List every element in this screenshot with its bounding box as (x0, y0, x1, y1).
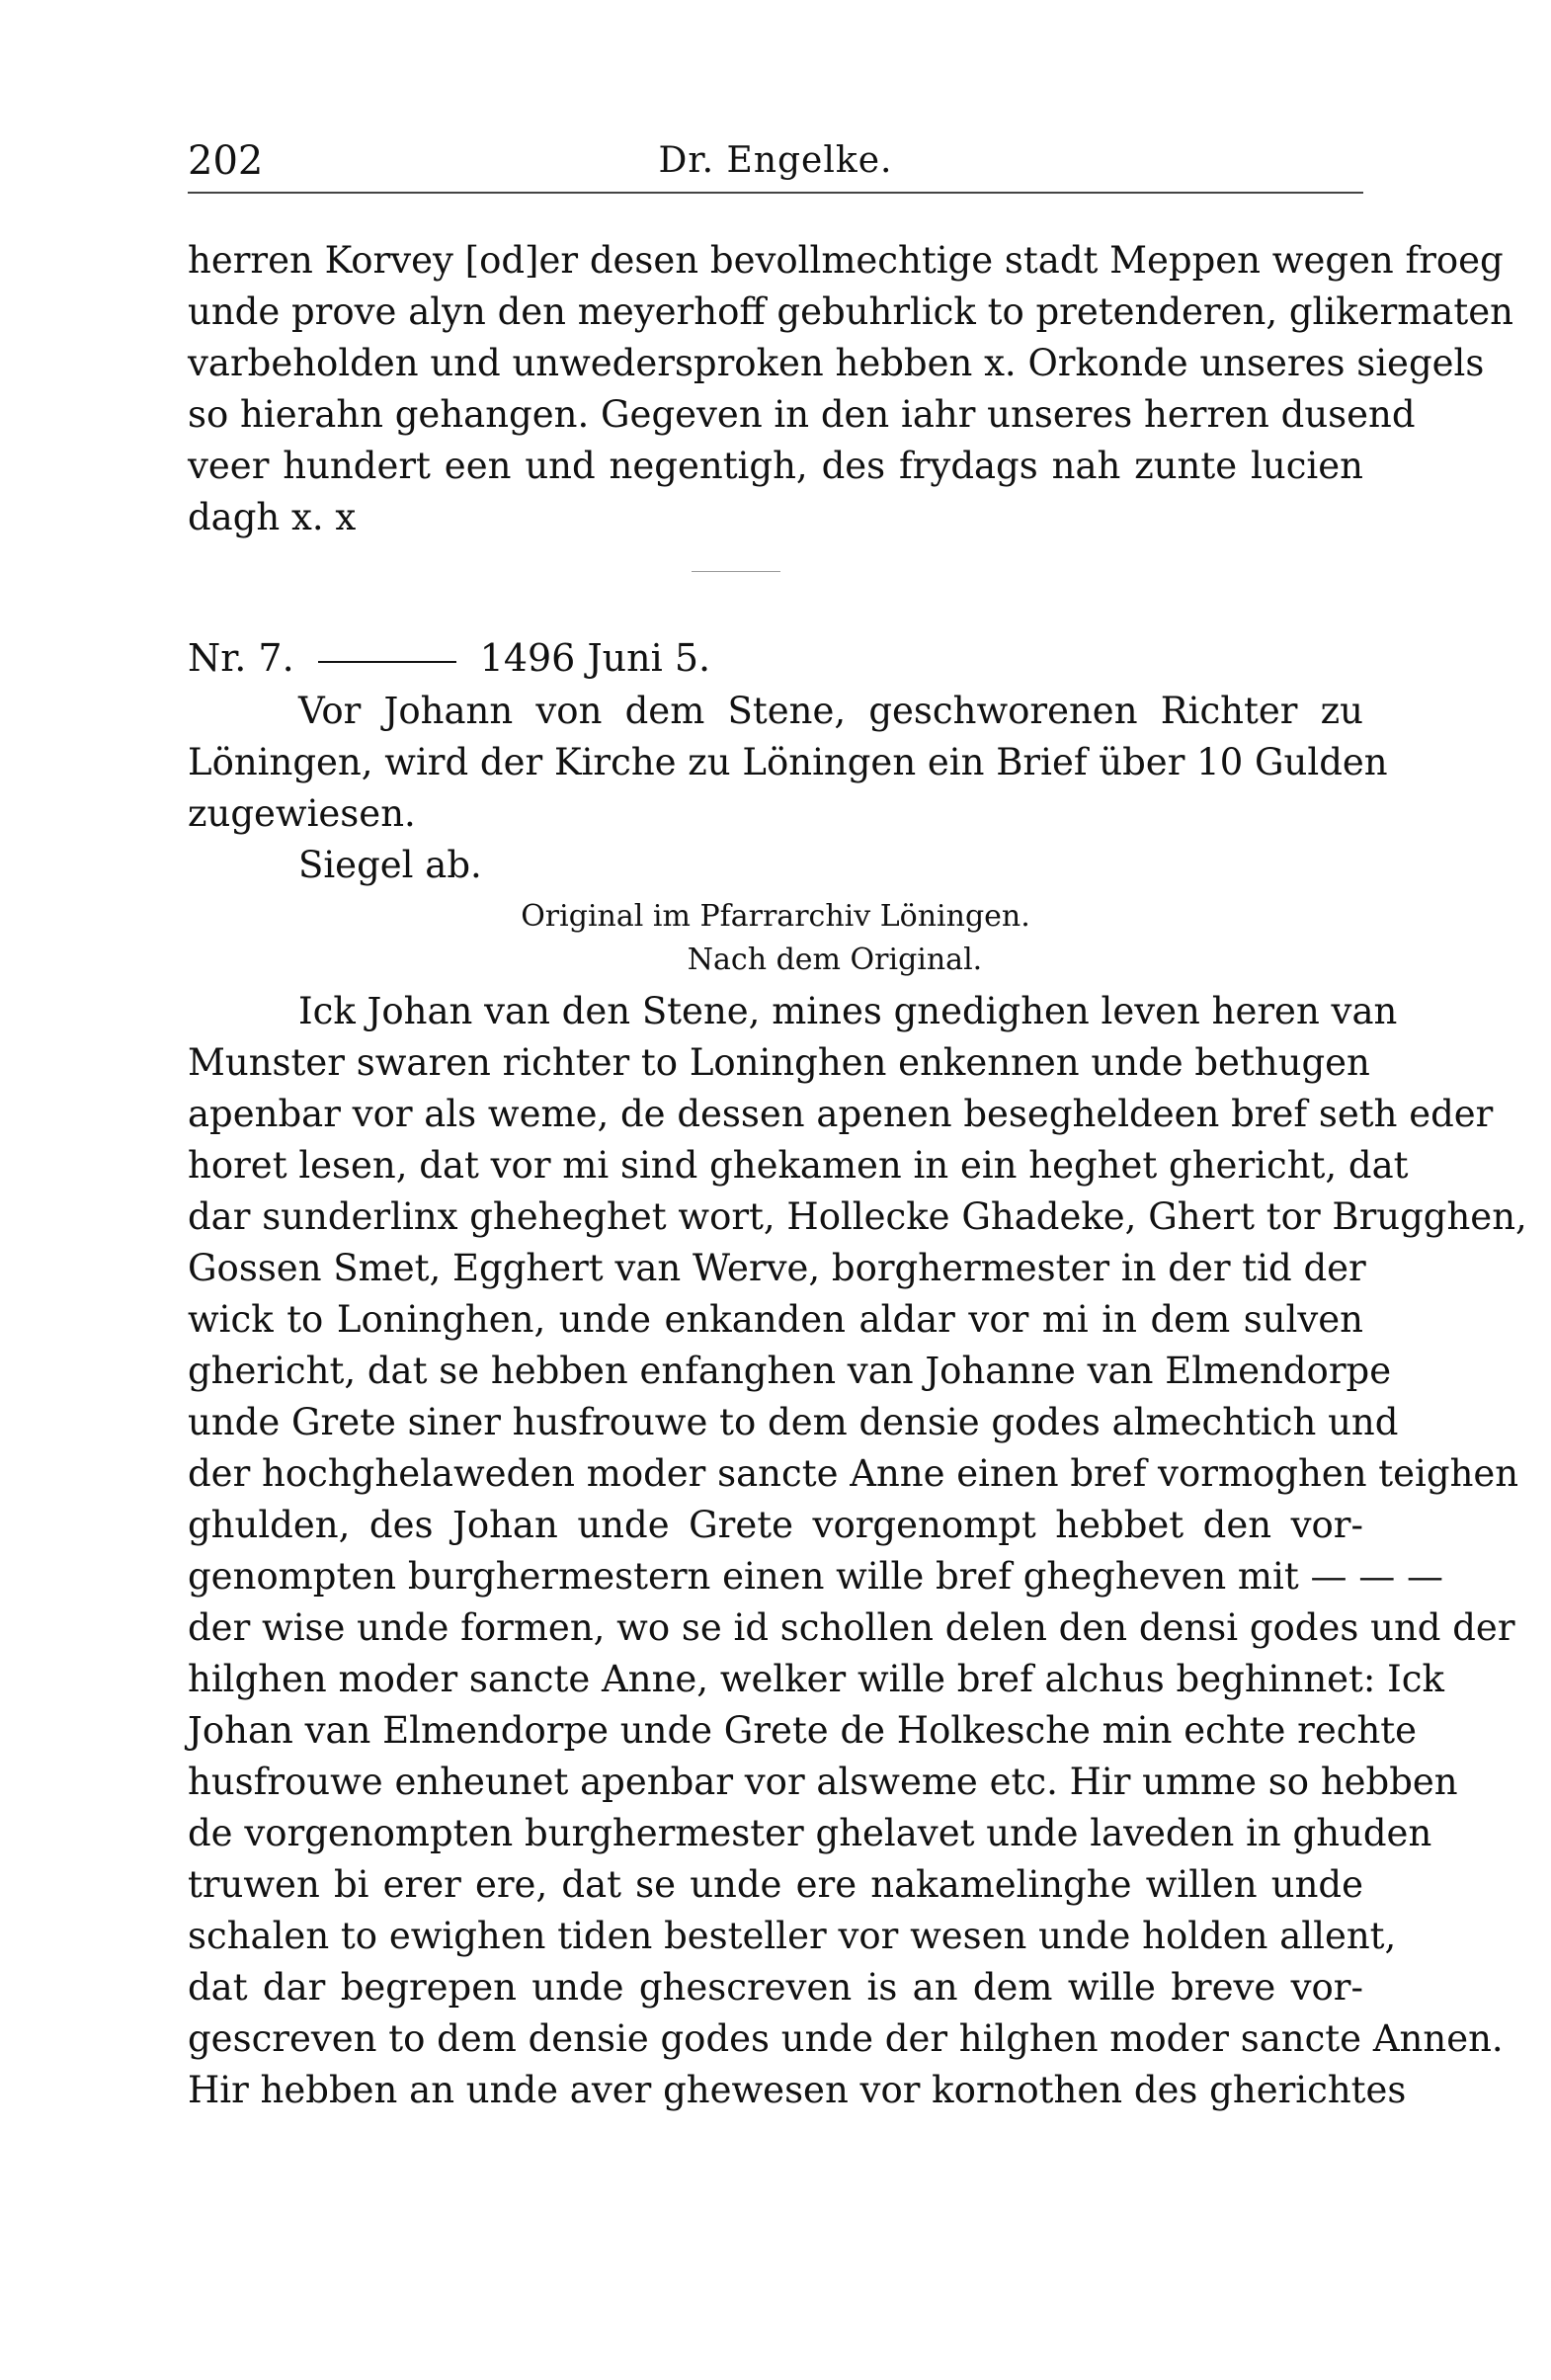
summary-line: Vor Johann von dem Stene, geschworenen Richter zu (298, 690, 1363, 732)
summary-line: Löningen, wird der Kirche zu Löningen ein Brief über 10 Gulden (188, 741, 1388, 783)
text-line: der wise unde formen, wo se id schollen delen den densi godes und der (188, 1606, 1515, 1649)
summary-line: zugewiesen. (188, 792, 416, 835)
document-summary (188, 686, 1388, 891)
seal-note: Siegel ab. (298, 844, 482, 886)
text-line: der hochghelaweden moder sancte Anne einen bref vormoghen teighen (188, 1452, 1519, 1495)
text-line: dat dar begrepen unde ghescreven is an dem wille breve vor- (188, 1966, 1363, 2009)
text-line: herren Korvey [od]er desen bevollmechtige stadt Meppen wegen froeg (188, 239, 1504, 282)
text-line: Munster swaren richter to Loninghen enkennen unde bethugen (188, 1041, 1370, 1084)
text-line: de vorgenompten burghermester ghelavet unde laveden in ghuden (188, 1812, 1432, 1854)
previous-document-ending (188, 235, 1513, 543)
text-line: veer hundert een und negentigh, des frydags nah zunte lucien (188, 445, 1363, 487)
text-line: ghulden, des Johan unde Grete vorgenompt hebbet den vor- (188, 1504, 1363, 1546)
text-line: ghericht, dat se hebben enfanghen van Johanne van Elmendorpe (188, 1350, 1392, 1392)
basis-note: Nach dem Original. (687, 943, 983, 977)
text-line: dar sunderlinx gheheghet wort, Hollecke Ghadeke, Ghert tor Brugghen, (188, 1195, 1527, 1238)
text-line: unde prove alyn den meyerhoff gebuhrlick to pretenderen, glikermaten (188, 290, 1513, 333)
source-notes (188, 895, 1363, 982)
heading-dash (318, 661, 456, 663)
source-note: Original im Pfarrarchiv Löningen. (521, 899, 1030, 934)
text-line: unde Grete siner husfrouwe to dem densie godes almechtich und (188, 1401, 1399, 1443)
text-line: husfrouwe enheunet apenbar vor alsweme etc. Hir umme so hebben (188, 1761, 1458, 1803)
text-line: horet lesen, dat vor mi sind ghekamen in ein heghet ghericht, dat (188, 1144, 1409, 1187)
text-line: hilghen moder sancte Anne, welker wille bref alchus beghinnet: Ick (188, 1658, 1444, 1700)
separator-rule (692, 571, 780, 572)
page-header (188, 138, 1363, 194)
text-line: so hierahn gehangen. Gegeven in den iahr unseres herren dusend (188, 393, 1416, 436)
document-heading (188, 632, 1363, 684)
text-line: truwen bi erer ere, dat se unde ere nakamelinghe willen unde (188, 1863, 1363, 1906)
text-line: dagh x. x (188, 496, 357, 538)
running-head: Dr. Engelke. (658, 140, 893, 181)
text-line: schalen to ewighen tiden besteller vor wesen unde holden allent, (188, 1915, 1397, 1957)
page-number: 202 (188, 138, 264, 184)
text-line: wick to Loninghen, unde enkanden aldar vor mi in dem sulven (188, 1298, 1363, 1341)
text-line: genompten burghermestern einen wille bref ghegheven mit — — — (188, 1555, 1444, 1598)
document-date: 1496 Juni 5. (479, 636, 711, 680)
text-line: Hir hebben an unde aver ghewesen vor kornothen des gherichtes (188, 2069, 1407, 2111)
text-line: gescreven to dem densie godes unde der hilghen moder sancte Annen. (188, 2017, 1504, 2060)
document-number: Nr. 7. (188, 636, 294, 680)
document-text (188, 986, 1527, 2116)
text-line: Ick Johan van den Stene, mines gnedighen leven heren van (298, 990, 1398, 1032)
text-line: varbeholden und unwedersproken hebben x. Orkonde unseres siegels (188, 342, 1485, 384)
text-line: apenbar vor als weme, de dessen apenen besegheldeen bref seth eder (188, 1093, 1494, 1135)
text-line: Johan van Elmendorpe unde Grete de Holkesche min echte rechte (188, 1709, 1418, 1752)
text-line: Gossen Smet, Egghert van Werve, borghermester in der tid der (188, 1247, 1366, 1289)
